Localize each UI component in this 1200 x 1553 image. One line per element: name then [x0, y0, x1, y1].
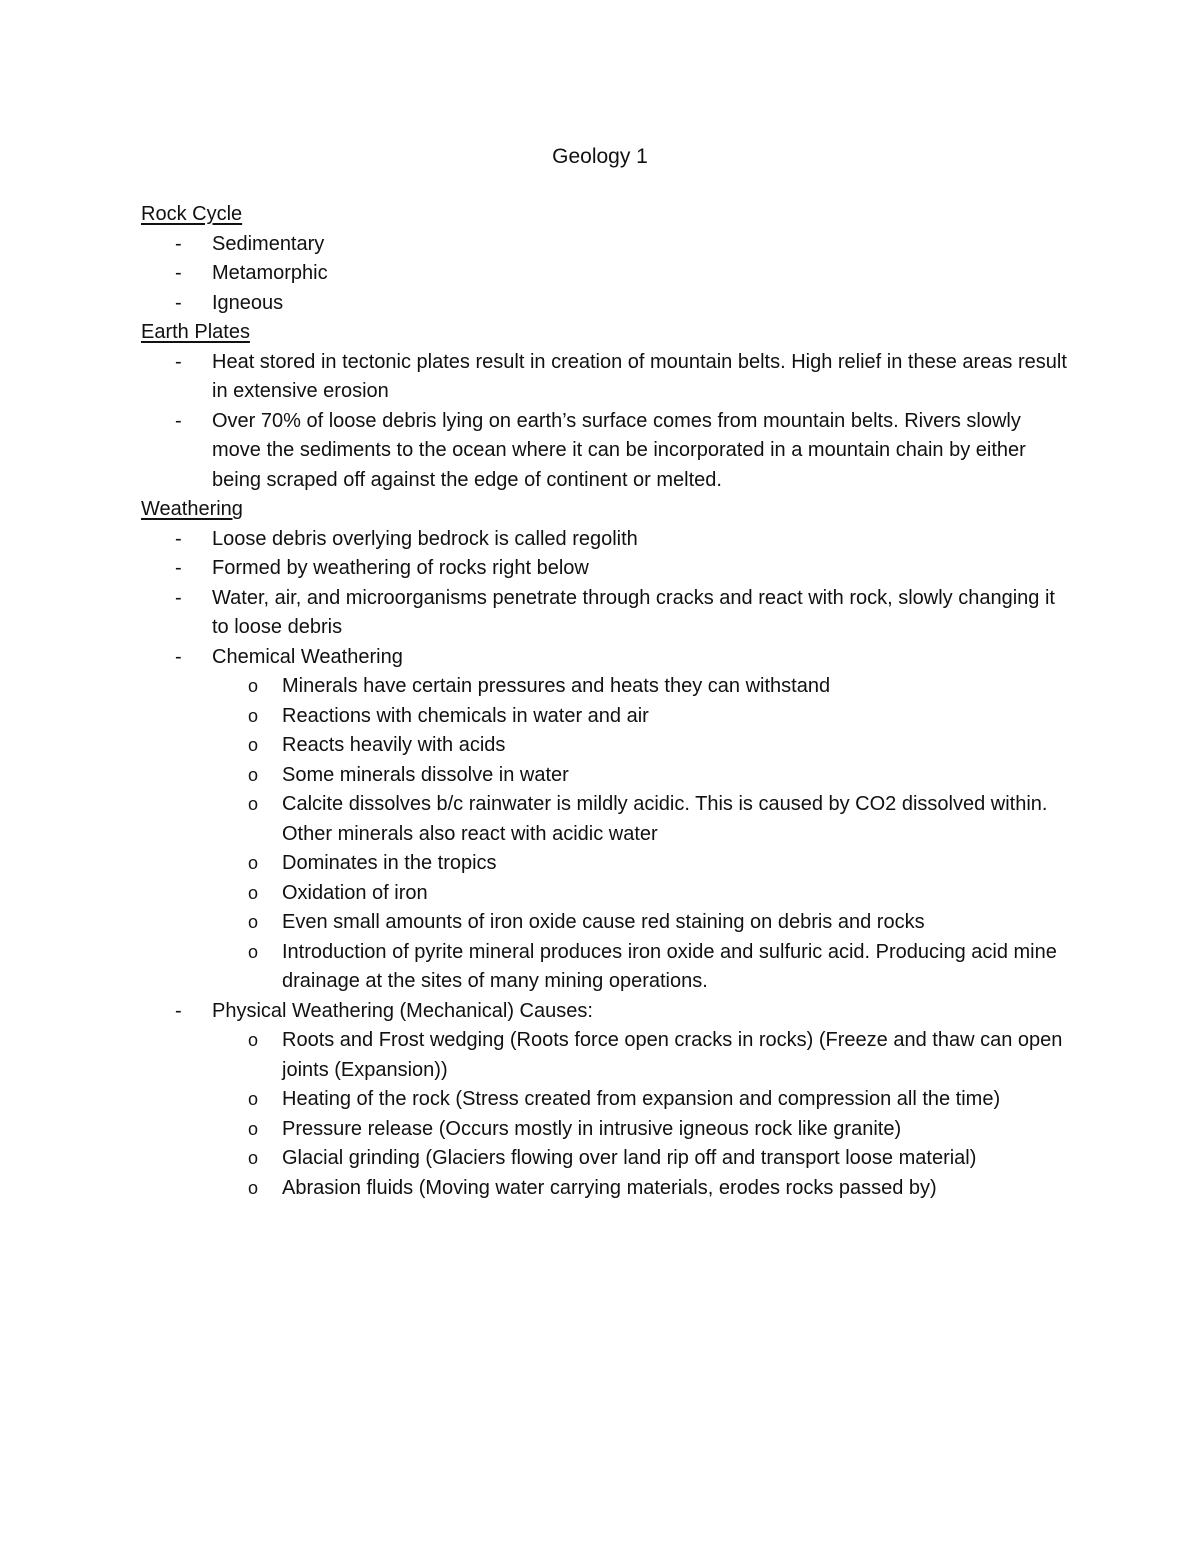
list-item-text: Water, air, and microorganisms penetrate through cracks and react with rock, slowly changing it to loose debris — [212, 586, 1055, 638]
sub-list-item — [141, 1174, 1071, 1204]
sub-list-item-text: Introduction of pyrite mineral produces iron oxide and sulfuric acid. Producing acid mine drainage at the sites of many mining operations. — [282, 940, 1057, 992]
sub-list-item-text: Even small amounts of iron oxide cause red staining on debris and rocks — [282, 911, 925, 933]
section-heading: Earth Plates — [141, 321, 250, 343]
list-item-text: Sedimentary — [212, 232, 325, 255]
sub-list-item — [141, 938, 1071, 997]
list-item-text: Igneous — [212, 291, 284, 314]
circle-bullet-marker: o — [248, 794, 259, 814]
sub-list-item — [141, 908, 1071, 938]
dash-marker: - — [175, 232, 182, 255]
sub-list-item — [141, 1115, 1071, 1145]
sub-list-item-text: Calcite dissolves b/c rainwater is mildly acidic. This is caused by CO2 dissolved within. Other minerals also react with acidic water — [282, 793, 1048, 845]
sub-list-item — [141, 790, 1071, 849]
sub-list-item-text: Heating of the rock (Stress created from expansion and compression all the time) — [282, 1088, 1001, 1110]
sub-list-item-text: Minerals have certain pressures and heats they can withstand — [282, 675, 831, 697]
list-item-text: Loose debris overlying bedrock is called regolith — [212, 527, 638, 550]
list-item — [141, 289, 1071, 319]
dash-marker: - — [175, 999, 182, 1022]
section-heading: Weathering — [141, 498, 243, 520]
list-item-physical-weathering — [141, 997, 1071, 1027]
dash-marker: - — [175, 291, 182, 314]
list-item — [141, 348, 1071, 407]
section-rock-cycle — [141, 200, 1071, 318]
list-item — [141, 525, 1071, 555]
circle-bullet-marker: o — [248, 1089, 259, 1109]
document-title: Geology 1 — [552, 145, 648, 168]
sub-list-item — [141, 1085, 1071, 1115]
list-item-text: Heat stored in tectonic plates result in creation of mountain belts. High relief in these areas result in extensive erosion — [212, 350, 1067, 402]
circle-bullet-marker: o — [248, 882, 259, 903]
sub-list-item — [141, 879, 1071, 909]
sub-list-item-text: Roots and Frost wedging (Roots force open cracks in rocks) (Freeze and thaw can open joints (Expansion)) — [282, 1029, 1063, 1081]
sub-list-item-text: Dominates in the tropics — [282, 852, 497, 874]
circle-bullet-marker: o — [248, 676, 259, 696]
sub-list-item-text: Reactions with chemicals in water and air — [282, 704, 649, 727]
list-item-text: Physical Weathering (Mechanical) Causes: — [212, 999, 593, 1022]
dash-marker: - — [175, 262, 182, 284]
sub-list-item-text: Glacial grinding (Glaciers flowing over land rip off and transport loose material) — [282, 1147, 977, 1169]
sub-list-item-text: Reacts heavily with acids — [282, 734, 506, 756]
sub-list-item — [141, 1026, 1071, 1085]
list-item — [141, 407, 1071, 496]
dash-marker: - — [175, 586, 182, 609]
sub-list-item — [141, 731, 1071, 761]
sub-list-item — [141, 1144, 1071, 1174]
list-item-text: Over 70% of loose debris lying on earth’s surface comes from mountain belts. Rivers slowly move the sediments to the ocean where it can be incorporated in a mountain chain by either being scraped off against the edge of continent or melted. — [212, 409, 1026, 491]
circle-bullet-marker: o — [248, 912, 259, 932]
list-item-chemical-weathering — [141, 643, 1071, 673]
sub-list-item-text: Abrasion fluids (Moving water carrying materials, erodes rocks passed by) — [282, 1176, 937, 1199]
circle-bullet-marker: o — [248, 1118, 259, 1139]
list-item — [141, 259, 1071, 289]
dash-marker: - — [175, 350, 182, 373]
section-heading: Rock Cycle — [141, 203, 243, 225]
dash-marker: - — [175, 409, 182, 432]
sub-list-item — [141, 672, 1071, 702]
circle-bullet-marker: o — [248, 1177, 259, 1198]
sub-list-item-text: Pressure release (Occurs mostly in intrusive igneous rock like granite) — [282, 1117, 902, 1140]
section-weathering — [141, 495, 1071, 1203]
list-item — [141, 584, 1071, 643]
document-body — [141, 200, 1071, 1203]
circle-bullet-marker: o — [248, 941, 259, 962]
dash-marker: - — [175, 527, 182, 550]
circle-bullet-marker: o — [248, 705, 259, 726]
sub-list-item — [141, 702, 1071, 732]
list-item — [141, 554, 1071, 584]
sub-list-item — [141, 849, 1071, 879]
dash-marker: - — [175, 645, 182, 668]
list-item — [141, 230, 1071, 260]
circle-bullet-marker: o — [248, 853, 259, 873]
circle-bullet-marker: o — [248, 764, 259, 785]
sub-list-item — [141, 761, 1071, 791]
list-item-text: Metamorphic — [212, 262, 328, 284]
circle-bullet-marker: o — [248, 1148, 259, 1168]
list-item-text: Formed by weathering of rocks right below — [212, 557, 589, 579]
sub-list-item-text: Some minerals dissolve in water — [282, 763, 569, 786]
list-item-text: Chemical Weathering — [212, 645, 403, 668]
circle-bullet-marker: o — [248, 735, 259, 755]
dash-marker: - — [175, 557, 182, 579]
sub-list-item-text: Oxidation of iron — [282, 881, 428, 904]
circle-bullet-marker: o — [248, 1030, 259, 1050]
section-earth-plates — [141, 318, 1071, 495]
